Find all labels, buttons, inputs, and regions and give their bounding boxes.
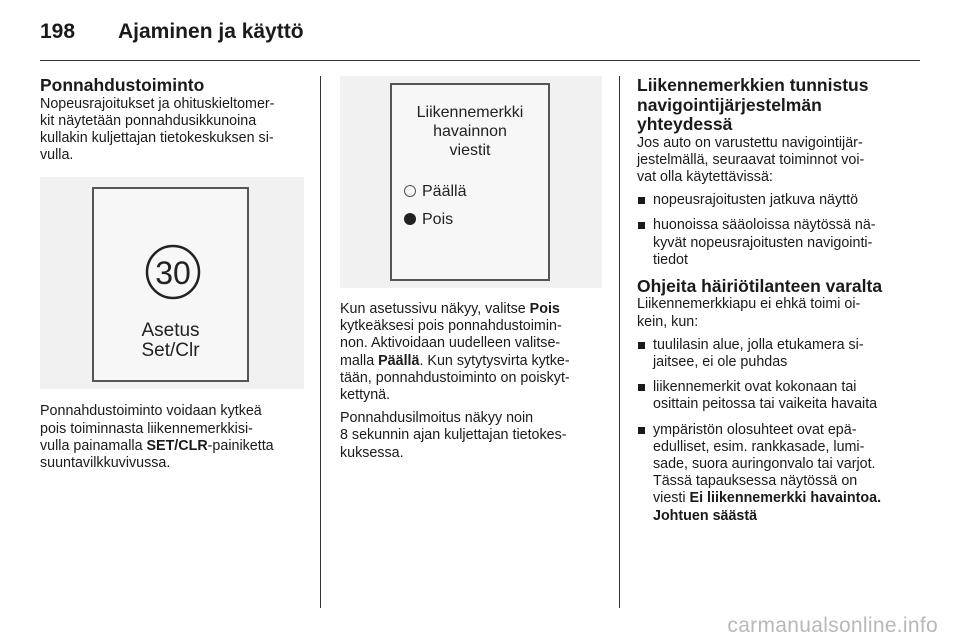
radio-empty-icon: [404, 185, 416, 197]
column-divider-1: [320, 76, 321, 608]
intro-paragraph: Nopeusrajoitukset ja ohituskieltomer- kit näytetään ponnahdusikkunoina kullakin kuljettajan tietokeskuksen si- vulla.: [40, 95, 275, 164]
figure-settings-menu: [340, 76, 602, 288]
page-number: 198: [40, 20, 76, 43]
speed-sign-value: 30: [155, 255, 191, 292]
troubleshooting-intro: Liikennemerkkiapu ei ehkä toimi oi- kein, kun:: [637, 296, 861, 330]
list-item: huonoissa sääoloissa näytössä nä- kyvät nopeusrajoitusten navigointi- tiedot: [637, 217, 927, 269]
section-heading-navigation: Liikennemerkkien tunnistus navigointijärjestelmän yhteydessä: [637, 75, 869, 134]
bullet-square-icon: [638, 222, 645, 229]
page-header: [40, 20, 920, 50]
paragraph-select: Kun asetussivu näkyy, valitse Pois kytkeäksesi pois ponnahdustoimin- non. Aktivoidaan uudelleen valitse- malla Päällä. Kun sytytysvirta kytke- tään, ponnahdustoiminto on poiskyt- kettynä.: [340, 301, 570, 404]
navigation-feature-list: [637, 192, 927, 269]
column-1: [40, 76, 308, 472]
column-2: [340, 76, 606, 462]
page-title: Ajaminen ja käyttö: [118, 20, 304, 43]
settings-title: Liikennemerkki havainnon viestit: [416, 104, 524, 159]
navigation-intro: Jos auto on varustettu navigointijär- jestelmällä, seuraavat toiminnot voi- vat olla käytettävissä:: [637, 134, 865, 185]
radio-filled-icon: [404, 213, 416, 225]
paragraph-duration: Ponnahdusilmoitus näkyy noin 8 sekunnin ajan kuljettajan tietokes- kuksessa.: [340, 410, 567, 461]
paragraph-disable: Ponnahdustoiminto voidaan kytkeä pois toiminnasta liikennemerkkisi- vulla painamalla SET/CLR-painiketta suuntavilkkuvivussa.: [40, 403, 274, 471]
option-off: Pois: [404, 211, 453, 228]
header-rule: [40, 60, 920, 61]
list-item: liikennemerkit ovat kokonaan tai osittain peitossa tai vaikeita havaita: [637, 379, 927, 413]
option-on: Päällä: [404, 183, 466, 200]
column-divider-2: [619, 76, 620, 608]
section-heading-popup: Ponnahdustoiminto: [40, 75, 205, 95]
display-panel: [92, 187, 249, 382]
section-heading-troubleshooting: Ohjeita häiriötilanteen varalta: [637, 275, 883, 296]
troubleshooting-list: [637, 337, 927, 525]
bullet-square-icon: [638, 384, 645, 391]
figure-speed-limit-popup: [40, 177, 304, 389]
bullet-square-icon: [638, 197, 645, 204]
list-item: ympäristön olosuhteet ovat epä- edulliset, esim. rankkasade, lumi- sade, suora auringonvalo tai varjot. Tässä tapauksessa näytössä on viesti Ei liikennemerkki havaintoa. Johtuen säästä: [637, 422, 927, 525]
list-item: nopeusrajoitusten jatkuva näyttö: [637, 192, 927, 209]
watermark: carmanualsonline.info: [727, 614, 938, 637]
popup-label: Asetus Set/Clr: [141, 320, 200, 362]
list-item: tuulilasin alue, jolla etukamera si- jaitsee, ei ole puhdas: [637, 337, 927, 371]
column-3: [637, 76, 927, 533]
bullet-square-icon: [638, 342, 645, 349]
bullet-square-icon: [638, 427, 645, 434]
settings-panel: [390, 83, 550, 281]
